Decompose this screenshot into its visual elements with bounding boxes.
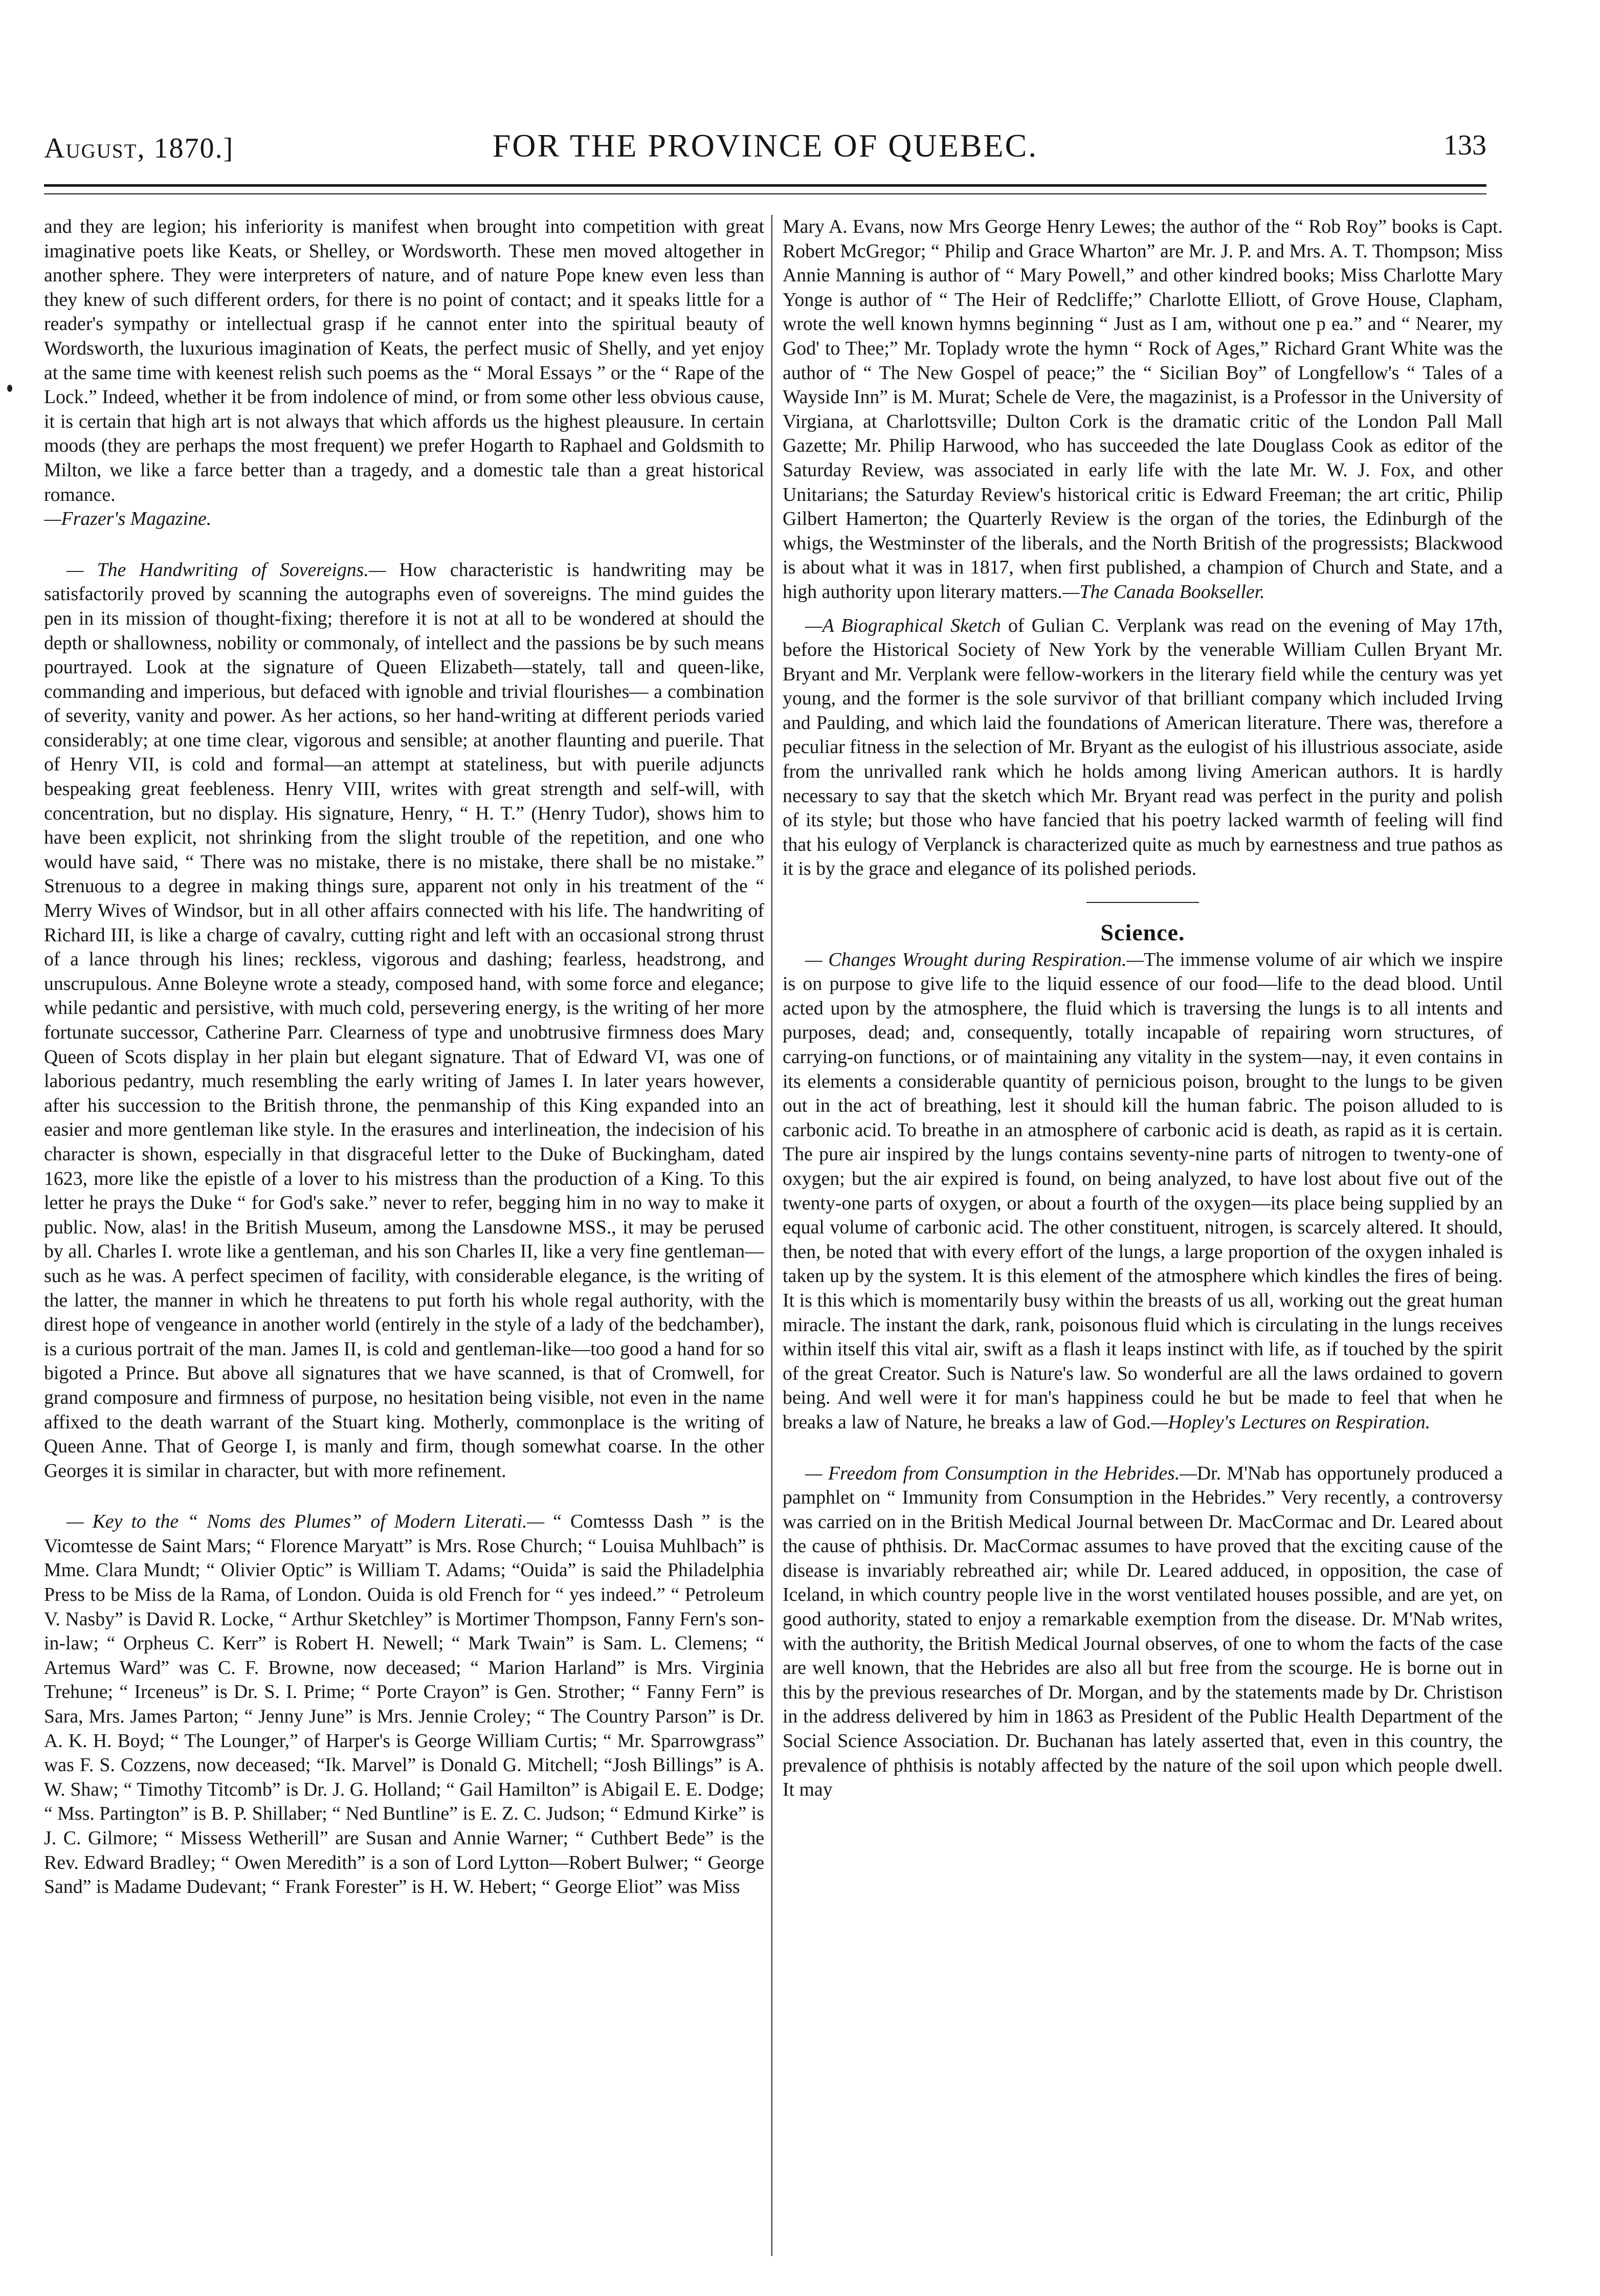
article-text: How characteristic is handwriting may be satisfactorily proved by scanning the autographs even of sovereigns. The mind guides the pen in its mission of thought-fixing; therefore it is not at all to be wondered at should the depth or shallowness, nobility or commonaly, of intellect and the passions be by such means pourtrayed. Look at the signature of Queen Elizabeth—stately, tall and queen-like, commanding and imperious, but defaced with ignoble and trivial flourishes— a combination of severity, vanity and power. As her actions, so her hand-writing at different periods varied considerably; at one time clear, vigorous and sensible; at another flaunting and puerile. That of Henry VII, is cold and formal—an attempt at stateliness, but with puerile adjuncts bespeaking great feebleness. Henry VIII, writes with great strength and self-will, with concentration, but no display. His signature, Henry, “ H. T.” (Henry Tudor), shows him to have been explicit, not shrinking from the slight trouble of the repetition, and one who would have said, “ There was no mistake, there is no mistake, there shall be no mistake.” Strenuous to a degree in making things sure, apparent not only in his treatment of the “ Merry Wives of Windsor, but in all other affairs connected with his life. The handwriting of Richard III, is like a charge of cavalry, cutting right and left with an occasional strong thrust of a lance through his lines; reckless, vigorous and dashing; fearless, headstrong, and unscrupulous. Anne Boleyne wrote a steady, composed hand, with some force and elegance; while pedantic and persistive, with much cold, persevering energy, is the writing of her more fortunate successor, Catherine Parr. Clearness of type and unobtrusive firmness does Mary Queen of Scots display in her plain but elegant signature. That of Edward VI, was one of laborious pedantry, much resembling the early writing of James I. In later years however, after his succession to the British throne, the penmanship of this King expanded into an easier and more gentleman like style. In the erasures and interlineation, the indecision of his character is shown, especially in that disgraceful letter to the Duke of Buckingham, dated 1623, more like the epistle of a lover to his mistress than the production of a King. To this letter he prays the Duke “ for God's sake.” never to refer, begging him in no way to make it public. Now, alas! in the British Museum, among the Lansdowne MSS., it may be perused by all. Charles I. wrote like a gentleman, and his son Charles II, like a very fine gentleman—such as he was. A perfect specimen of facility, with considerable elegance, is the writing of the latter, the manner in which he threatens to put forth his whole regal authority, with the direst hope of vengeance in another world (entirely in the style of a lady of the bedchamber), is a curious portrait of the man. James II, is cold and gentleman-like—too good a hand for so bigoted a Prince. But above all signatures that we have scanned, is that of Cromwell, for grand composure and firmness of purpose, no hesitation being visible, not even in the name affixed to the death warrant of the Stuart king. Motherly, commonplace is the writing of Queen Anne. That of George I, is manly and firm, though somewhat coarse. In the other Georges it is similar in character, but with more refinement.	[44, 559, 764, 1482]
article-lead: — Changes Wrought during Respiration.—	[805, 948, 1144, 970]
article-lead: — The Handwriting of Sovereigns.—	[66, 559, 386, 581]
article-lead: — Key to the “ Noms des Plumes” of Modern Literati.—	[66, 1511, 545, 1533]
article-text: The immense volume of air which we inspire is on purpose to give life to the liquid essence of our food—life to the dead blood. Until acted upon by the atmosphere, the fluid which is traversing the lungs is to all intents and purposes, dead; and, consequently, totally incapable of repairing worn structures, of carrying-on functions, or of maintaining any vitality in the system—nay, it even contains in its elements a considerable quantity of pernicious poison, brought to the lungs to be given out in the act of breathing, lest it should kill the human fabric. The poison alluded to is carbonic acid. To breathe in an atmosphere of carbonic acid is death, as rapid as it is certain. The pure air inspired by the lungs contains seventy-nine parts of nitrogen to twenty-one of oxygen; but the air expired is found, on being analyzed, to have lost about five out of the twenty-one parts of oxygen, or about a fourth of the oxygen—its place being supplied by an equal volume of carbonic acid. The other constituent, nitrogen, is scarcely altered. It should, then, be noted that with every effort of the lungs, a large proportion of the oxygen inhaled is taken up by the system. It is this element of the atmosphere which kindles the fires of being. It is this which is momentarily busy within the breasts of us all, working out the great human miracle. The instant the dark, rank, poisonous fluid which is circulating in the lungs receives within itself this vital air, swift as a flash it leaps instinct with life, as if touched by the spirit of the great Creator. Such is Nature's law. So wonderful are all the laws ordained to govern being. And well were it for man's happiness could he but be made to feel that when he breaks a law of Nature, he breaks a law of God.	[783, 948, 1503, 1433]
article-noms-des-plumes-continuation	[783, 215, 1503, 605]
article-source-line	[44, 507, 764, 532]
article-text: Mary A. Evans, now Mrs George Henry Lewes; the author of the “ Rob Roy” books is Capt. Robert McGregor; “ Philip and Grace Wharton” are Mr. J. P. and Mrs. A. T. Thompson; Miss Annie Manning is author of “ Mary Powell,” and other kindred books; Miss Charlotte Mary Yonge is author of “ The Heir of Redcliffe;” Charlotte Elliott, of Grove House, Clapham, wrote the well known hymns beginning “ Just as I am, without one p ea.” and “ Nearer, my God' to Thee;” Mr. Toplady wrote the hymn “ Rock of Ages,” Richard Grant White was the author of “ The New Gospel of peace;” the “ Sicilian Boy” of Longfellow's “ Tales of a Wayside Inn” is M. Murat; Schele de Vere, the magazinist, is a Professor in the University of Virgiana, at Charlottsville; Dulton Cork is the dramatic critic of the London Pall Mall Gazette; Mr. Philip Harwood, who has succeeded the late Douglass Cook as editor of the Saturday Review, was associated in early life with the late Mr. W. J. Fox, and other Unitarians; the Saturday Review's historical critic is Edward Freeman; the art critic, Philip Gilbert Hamerton; the Quarterly Review is the organ of the tories, the Edinburgh of the whigs, the Westminster of the liberals, and the North British of the progressists; Blackwood is about what it was in 1817, when first published, a champion of Church and State, and a high authority upon literary matters.	[783, 216, 1503, 603]
article-respiration	[783, 948, 1503, 1435]
margin-mark	[7, 385, 12, 392]
article-source: —The Canada Bookseller.	[1062, 581, 1265, 603]
article-source: —Hopley's Lectures on Respiration.	[1150, 1411, 1431, 1433]
article-handwriting-of-sovereigns	[44, 558, 764, 1484]
column-divider	[771, 215, 772, 2256]
article-text: of Gulian C. Verplank was read on the evening of May 17th, before the Historical Society of New York by the venerable William Cullen Bryant Mr. Bryant and Mr. Verplank were fellow-workers in the literary field while the century was yet young, and the former is the sole survivor of that brilliant company which included Irving and Paulding, and which laid the foundations of American literature. There was, therefore a peculiar fitness in the selection of Mr. Bryant as the eulogist of his illustrious associate, aside from the unrivalled rank which he holds among living American authors. It is hardly necessary to say that the sketch which Mr. Bryant read was perfect in the purity and polish of its style; but those who have fancied that his poetry lacked warmth of feeling will find that his eulogy of Verplanck is characterized quite as much by earnestness and true pathos as it is by the grace and elegance of its polished periods.	[783, 614, 1503, 880]
article-text: Dr. M'Nab has opportunely produced a pamphlet on “ Immunity from Consumption in the Hebrides.” Very recently, a controversy was carried on in the British Medical Journal between Dr. MacCormac and Dr. Leared about the cause of phthisis. Dr. MacCormac assumes to have proved that the exciting cause of the disease is invariably rebreathed air; while Dr. Leared adduced, in opposition, the case of Iceland, in which country people live in the worst ventilated houses possible, and are yet, on good authority, stated to enjoy a remarkable exemption from the disease. Dr. M'Nab writes, with the authority, the British Medical Journal observes, of one to whom the facts of the case are well known, that the Hebrides are also all but free from the scourge. He is borne out in this by the previous researches of Dr. Morgan, and by the statements made by Dr. Christison in the address delivered by him in 1863 as President of the Public Health Department of the Social Science Association. Dr. Buchanan has lately asserted that, even in this country, the prevalence of phthisis is notably affected by the nature of the soil upon which people dwell. It may	[783, 1462, 1503, 1801]
article-source: —Frazer's Magazine.	[44, 508, 212, 530]
header-title: FOR THE PROVINCE OF QUEBEC.	[492, 127, 1038, 164]
article-noms-des-plumes	[44, 1510, 764, 1900]
article-verplank-sketch	[783, 614, 1503, 882]
article-lead: — Freedom from Consumption in the Hebrides.—	[805, 1462, 1197, 1484]
section-title-science: Science.	[1100, 919, 1185, 946]
article-pope-continuation	[44, 215, 764, 507]
article-lead: —A Biographical Sketch	[805, 614, 1001, 636]
header-rule-thin	[44, 193, 1486, 194]
page-header	[44, 127, 1486, 178]
right-column	[783, 215, 1503, 2256]
article-text: “ Comtesss Dash ” is the Vicomtesse de Saint Mars; “ Florence Maryatt” is Mrs. Rose Church; “ Louisa Muhlbach” is Mme. Clara Mundt; “ Olivier Optic” is William T. Adams; “Ouida” is said the Philadelphia Press to be Miss de la Rama, of London. Ouida is old French for “ yes indeed.” “ Petroleum V. Nasby” is David R. Locke, “ Arthur Sketchley” is Mortimer Thompson, Fanny Fern's son-in-law; “ Orpheus C. Kerr” is Robert H. Newell; “ Mark Twain” is Sam. L. Clemens; “ Artemus Ward” was C. F. Browne, now deceased; “ Marion Harland” is Mrs. Virginia Trehune; “ Irceneus” is Dr. S. I. Prime; “ Porte Crayon” is Gen. Strother; “ Fanny Fern” is Sara, Mrs. James Parton; “ Jenny June” is Mrs. Jennie Croley; “ The Country Parson” is Dr. A. K. H. Boyd; “ The Lounger,” of Harper's is George William Curtis; “ Mr. Sparrowgrass” was F. S. Cozzens, now deceased; “Ik. Marvel” is Donald G. Mitchell; “Josh Billings” is A. W. Shaw; “ Timothy Titcomb” is Dr. J. G. Holland; “ Gail Hamilton” is Abigail E. E. Dodge; “ Mss. Partington” is B. P. Shillaber; “ Ned Buntline” is E. Z. C. Judson; “ Edmund Kirke” is J. C. Gilmore; “ Missess Wetherill” are Susan and Annie Warner; “ Cuthbert Bede” is the Rev. Edward Bradley; “ Owen Meredith” is a son of Lord Lytton—Robert Bulwer; “ George Sand” is Madame Dudevant; “ Frank Forester” is H. W. Hebert; “ George Eliot” was Miss	[44, 1511, 764, 1898]
section-divider-rule	[1086, 902, 1199, 903]
article-text: and they are legion; his inferiority is manifest when brought into competition with great imaginative poets like Keats, or Shelley, or Wordsworth. These men moved altogether in another sphere. They were interpreters of nature, and of nature Pope knew even less than they knew of such different orders, for there is no point of contact; and it speaks little for a reader's sympathy or intellectual grasp if he cannot enter into the spiritual beauty of Wordsworth, the luxurious imagination of Keats, the perfect music of Shelly, and yet enjoy at the same time with keenest relish such poems as the “ Moral Essays ” or the “ Rape of the Lock.” Indeed, whether it be from indolence of mind, or from some other less obvious cause, it is certain that high art is not always that which affords us the highest pleausure. In certain moods (they are perhaps the most frequent) we prefer Hogarth to Raphael and Goldsmith to Milton, we like a farce better than a tragedy, and a domestic tale than a great historical romance.	[44, 216, 764, 505]
article-hebrides-consumption	[783, 1462, 1503, 1802]
header-date: August, 1870.]	[44, 133, 234, 164]
page-number: 133	[1443, 129, 1486, 161]
header-rule-thick	[44, 184, 1486, 187]
left-column	[44, 215, 764, 2256]
